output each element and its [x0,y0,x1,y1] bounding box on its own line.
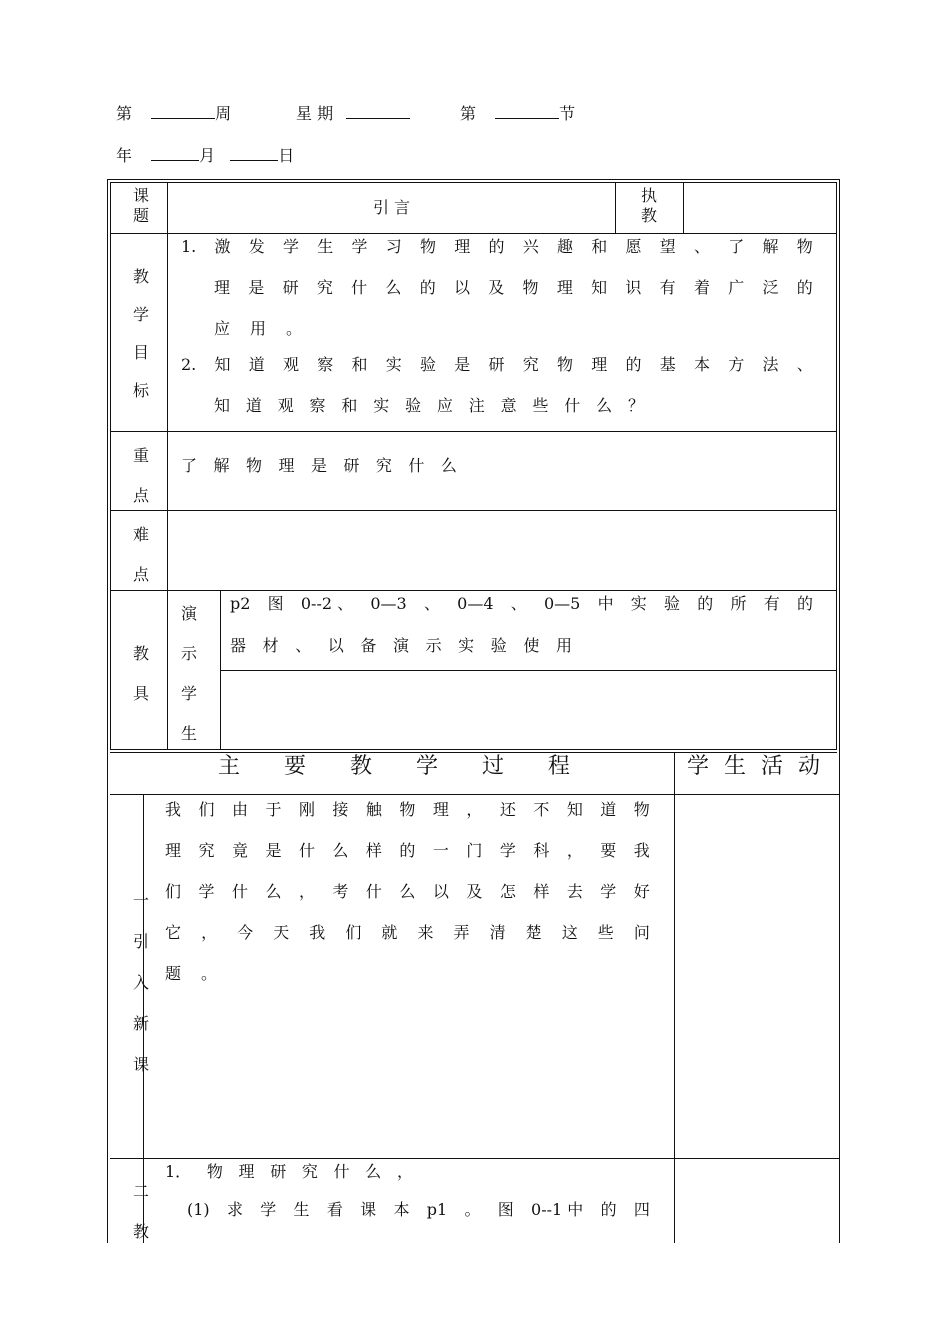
text-token: 们 [198,800,215,819]
text-token: 及 [488,278,505,297]
student-tools-field[interactable] [221,671,836,749]
process-header-char: 教 [349,754,372,779]
text-token: 解 [762,237,779,256]
text-token: 注 [468,396,485,415]
text-token: 所 [730,594,747,613]
section1-label-char: 课 [132,1055,149,1074]
text-token: 要 [600,841,617,860]
teacher-value-field[interactable] [684,183,836,233]
text-token: 四 [633,1200,650,1219]
text-token: 学 [600,882,617,901]
text-line [181,456,457,476]
text-token: 知 [214,355,231,374]
text-token: 么 [596,396,613,415]
tools-label [126,634,156,714]
process-header-char: 程 [547,754,570,779]
text-line [165,800,650,820]
text-token: 使 [523,636,540,655]
text-token: 什 [231,882,248,901]
text-token: 生 [293,1200,310,1219]
section2-label-char: 教 [132,1222,149,1241]
text-token: 、 [510,594,527,613]
text-token: 用 [555,636,572,655]
text-token: 的 [796,278,813,297]
text-token: 实 [385,355,402,374]
student-label [174,674,204,754]
text-token: 、 [796,355,813,374]
goals-label-char: 教 [132,267,149,286]
text-token: 什 [298,841,315,860]
text-token: 物 [206,1162,223,1181]
text-token: 问 [633,923,650,942]
text-token: 及 [466,882,483,901]
text-token: 有 [659,278,676,297]
text-token: 怎 [499,882,516,901]
text-token: 它 [165,923,182,942]
text-token: 是 [248,278,265,297]
text-token: 物 [522,278,539,297]
text-token: 理 [165,841,182,860]
section-suffix: 节 [559,104,576,123]
text-token: 么 [365,1162,382,1181]
text-token: 演 [392,636,409,655]
text-token: 究 [522,355,539,374]
text-token: 于 [265,800,282,819]
text-token: 。 [286,319,303,338]
text-token: 些 [532,396,549,415]
text-token: 理 [238,1162,255,1181]
text-token: 图 [267,594,284,613]
text-token: 学 [198,882,215,901]
text-token: 么 [440,456,457,475]
text-token: 是 [454,355,471,374]
text-token: 、 [295,636,312,655]
text-token: 备 [360,636,377,655]
text-token: 弄 [453,923,470,942]
text-token: 物 [245,456,262,475]
text-token: 、 [423,594,440,613]
text-token: 去 [566,882,583,901]
text-token: 本 [393,1200,410,1219]
text-token: 究 [375,456,392,475]
text-token: 不 [533,800,550,819]
text-token: 激 [214,237,231,256]
text-token: 的 [488,237,505,256]
text-token: (1) [187,1200,210,1219]
text-token: 究 [198,841,215,860]
difficult-label-char: 难 [132,525,149,544]
text-token: 和 [341,396,358,415]
text-token: 以 [327,636,344,655]
text-token: 竟 [231,841,248,860]
text-token: 实 [630,594,647,613]
text-token: 基 [659,355,676,374]
section1-label [126,880,156,1085]
text-token: 好 [633,882,650,901]
text-token: 道 [600,800,617,819]
text-token: 理 [214,278,231,297]
text-token: 物 [399,800,416,819]
text-line [214,278,813,298]
process-header-char: 过 [481,754,504,779]
teacher-label-char-1: 执 [640,186,657,205]
text-token: 考 [332,882,349,901]
text-line [214,319,302,339]
text-token: 知 [566,800,583,819]
text-token: 了 [181,456,198,475]
topic-label-char-1: 课 [132,186,149,205]
text-token: 中 [597,594,614,613]
teacher-label [634,186,664,226]
text-token: 的 [796,594,813,613]
text-token: 么 [385,278,402,297]
text-token: 泛 [762,278,779,297]
text-token: 接 [332,800,349,819]
section2-label [126,1172,156,1252]
text-token: 图 [497,1200,514,1219]
text-token: 么 [265,882,282,901]
text-token: 还 [499,800,516,819]
process-header-char: 学 [415,754,438,779]
text-token: 样 [365,841,382,860]
text-token: 应 [214,319,231,338]
text-token: 方 [728,355,745,374]
text-token: 理 [278,456,295,475]
text-token: ， [396,1162,413,1181]
text-token: 物 [420,237,437,256]
text-token: 1． [165,1162,192,1181]
tools-label-char: 具 [132,684,149,703]
text-token: 0--1 中 [531,1200,584,1219]
text-line [230,636,572,656]
text-token: 我 [309,923,326,942]
text-token: 来 [417,923,434,942]
section-blank[interactable] [495,104,559,119]
text-token: 应 [436,396,453,415]
text-line [181,237,813,257]
text-token: 了 [728,237,745,256]
text-token: 的 [419,278,436,297]
text-token: 我 [165,800,182,819]
text-token: 的 [625,355,642,374]
text-token: 实 [373,396,390,415]
text-token: 0—5 [543,594,581,613]
week-blank[interactable] [151,104,215,119]
month-blank[interactable] [151,146,199,161]
text-token: 什 [564,396,581,415]
week-line [116,104,231,124]
text-token: ， [466,800,483,819]
key-label-char: 点 [132,486,149,505]
text-token: 验 [490,636,507,655]
text-token: 什 [351,278,368,297]
text-token: 观 [283,355,300,374]
difficult-value-field[interactable] [168,511,836,590]
text-line [165,964,217,984]
text-line [165,923,650,943]
text-token: 实 [458,636,475,655]
topic-value[interactable]: 引 言 [372,198,411,217]
text-token: 研 [282,278,299,297]
text-token: 这 [561,923,578,942]
text-token: 法 [762,355,779,374]
text-token: 趣 [557,237,574,256]
text-token: ？ [627,396,644,415]
section1-label-char: 引 [132,932,149,951]
topic-label-char-2: 题 [132,206,149,225]
text-token: 科 [533,841,550,860]
teacher-label-char-2: 教 [640,206,657,225]
text-line [230,594,813,614]
text-token: 什 [333,1162,350,1181]
text-token: 一 [432,841,449,860]
text-token: 看 [326,1200,343,1219]
text-token: 1. [181,237,197,256]
text-token: 刚 [298,800,315,819]
week-suffix: 周 [215,104,232,123]
text-token: 材 [262,636,279,655]
section1-label-char: 一 [132,891,149,910]
text-token: 意 [500,396,517,415]
weekday-label: 星 期 [296,104,334,123]
text-token: 示 [425,636,442,655]
text-token: 什 [365,882,382,901]
goals-label-char: 目 [132,343,149,362]
text-token: ， [298,882,315,901]
activity-header: 学 生 活 动 [687,754,824,779]
text-token: 以 [453,278,470,297]
key-label [126,436,156,516]
text-token: 触 [365,800,382,819]
text-token: 学 [351,237,368,256]
text-token: 学 [283,237,300,256]
weekday-line [296,104,410,124]
text-token: 以 [432,882,449,901]
difficult-label [126,515,156,595]
text-token: 。 [201,964,218,983]
text-line [181,355,813,375]
text-token: 生 [317,237,334,256]
text-token: 的 [600,1200,617,1219]
text-token: 验 [420,355,437,374]
text-token: 知 [214,396,231,415]
text-line [165,841,650,861]
text-token: 。 [464,1200,481,1219]
text-token: 物 [633,800,650,819]
difficult-label-char: 点 [132,565,149,584]
text-token: 道 [248,355,265,374]
text-token: 我 [633,841,650,860]
text-token: 察 [309,396,326,415]
text-token: 么 [332,841,349,860]
weekday-blank[interactable] [346,104,410,119]
key-label-char: 重 [132,446,149,465]
section2-activity-field[interactable] [675,1159,837,1243]
section1-activity-field[interactable] [675,795,837,1158]
day-blank[interactable] [230,146,278,161]
section1-label-char: 新 [132,1014,149,1033]
text-token: 、 [694,237,711,256]
text-token: 发 [248,237,265,256]
text-token: 验 [405,396,422,415]
text-token: 道 [245,396,262,415]
text-token: 是 [265,841,282,860]
text-token: 0--2 、 [300,594,354,613]
text-token: 知 [591,278,608,297]
process-header-char: 要 [283,754,306,779]
text-token: 么 [399,882,416,901]
text-token: 天 [273,923,290,942]
text-token: 课 [360,1200,377,1219]
section1-label-char: 入 [132,973,149,992]
text-token: 器 [230,636,247,655]
text-token: p1 [426,1200,448,1219]
text-token: 研 [343,456,360,475]
day-label: 日 [278,146,295,165]
text-token: 理 [556,278,573,297]
text-token: 兴 [522,237,539,256]
date-line [116,146,294,166]
text-token: 今 [237,923,254,942]
text-token: 由 [231,800,248,819]
text-token: 的 [399,841,416,860]
week-prefix: 第 [116,104,133,123]
text-token: 什 [408,456,425,475]
topic-label [126,186,156,226]
text-token: 识 [625,278,642,297]
text-token: 和 [591,237,608,256]
text-token: 些 [597,923,614,942]
year-label: 年 [116,146,133,165]
text-token: 着 [693,278,710,297]
text-token: 物 [796,237,813,256]
text-token: 0—4 [457,594,494,613]
tools-label-char: 教 [132,644,149,663]
goals-label-char: 标 [132,381,149,400]
text-line [187,1200,650,1220]
text-token: 理 [454,237,471,256]
goals-label-char: 学 [132,305,149,324]
text-token: 用 [250,319,267,338]
text-line [214,396,644,416]
text-token: 研 [270,1162,287,1181]
demo-label [174,594,204,674]
text-token: ， [201,923,218,942]
text-token: 本 [694,355,711,374]
text-token: 们 [165,882,182,901]
text-token: 理 [432,800,449,819]
text-token: 观 [277,396,294,415]
text-token: 验 [664,594,681,613]
text-token: 学 [260,1200,277,1219]
text-token: 和 [351,355,368,374]
text-token: 物 [557,355,574,374]
goals-label [126,258,156,410]
text-token: p2 [230,594,251,613]
text-token: 0—3 [370,594,407,613]
demo-label-char: 演 [180,604,197,623]
text-token: 题 [165,964,182,983]
text-token: 有 [763,594,780,613]
text-token: 广 [728,278,745,297]
text-token: 们 [345,923,362,942]
text-token: 究 [301,1162,318,1181]
demo-label-char: 示 [180,644,197,663]
text-token: 门 [466,841,483,860]
text-token: 理 [591,355,608,374]
section-line [460,104,575,124]
text-token: 2. [181,355,197,374]
month-label: 月 [199,146,216,165]
text-token: 研 [488,355,505,374]
process-header-line [218,754,570,780]
text-line [165,1162,413,1182]
section2-label-char: 二 [132,1182,149,1201]
text-token: 察 [317,355,334,374]
text-token: 楚 [525,923,542,942]
text-token: ， [566,841,583,860]
text-token: 清 [489,923,506,942]
text-token: 就 [381,923,398,942]
text-token: 望 [659,237,676,256]
student-label-char: 学 [180,684,197,703]
text-token: 究 [316,278,333,297]
process-header-char: 主 [218,754,241,779]
text-token: 是 [310,456,327,475]
text-token: 解 [213,456,230,475]
text-token: 愿 [625,237,642,256]
text-token: 样 [533,882,550,901]
text-token: 求 [226,1200,243,1219]
text-line [165,882,650,902]
student-label-char: 生 [180,724,197,743]
section-prefix: 第 [460,104,477,123]
text-token: 的 [697,594,714,613]
text-token: 习 [385,237,402,256]
text-token: 学 [499,841,516,860]
